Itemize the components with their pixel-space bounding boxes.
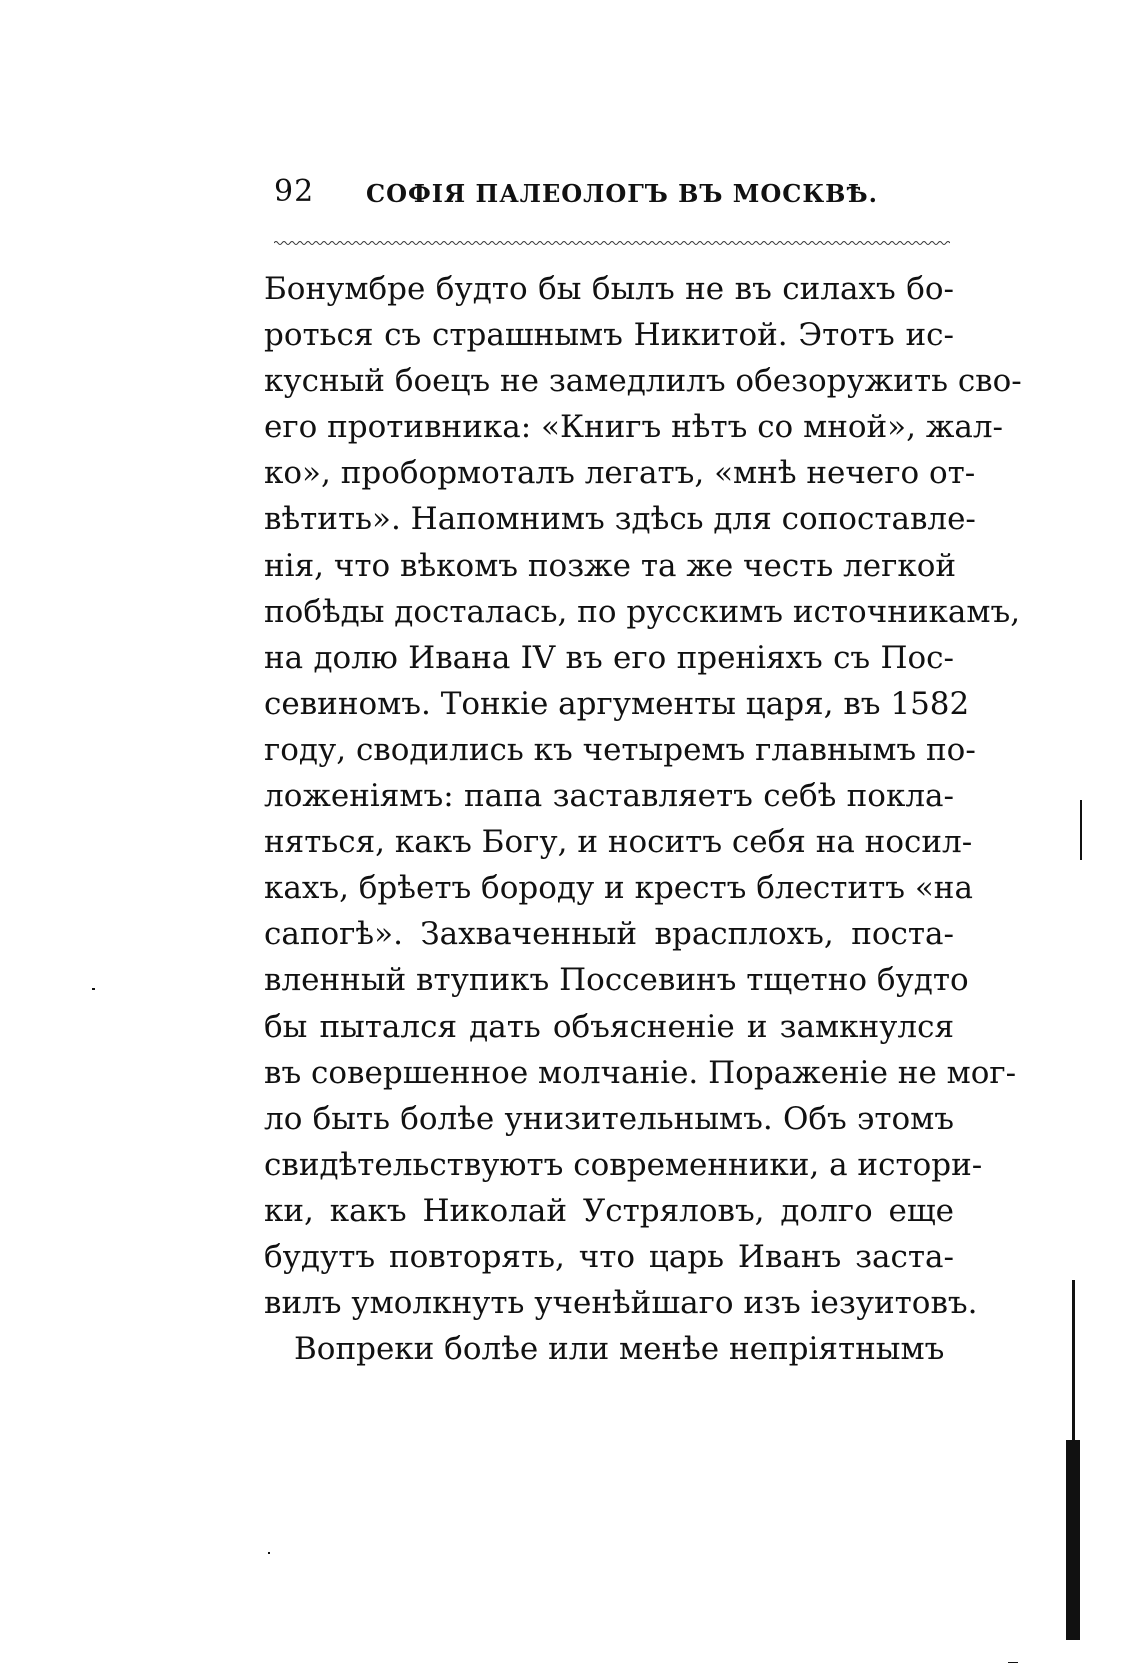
scan-edge-bar bbox=[1066, 1440, 1080, 1640]
page-number: 92 bbox=[274, 174, 315, 209]
text-line: кусный боецъ не замедлилъ обезоружить сво- bbox=[264, 363, 1022, 400]
scan-edge-mark bbox=[1072, 1280, 1075, 1440]
body-text bbox=[264, 266, 1022, 1372]
text-line: нія, что вѣкомъ позже та же честь легкой bbox=[264, 547, 957, 584]
text-line: ко», пробормоталъ легатъ, «мнѣ нечего от- bbox=[264, 455, 976, 492]
text-line: севиномъ. Тонкіе аргументы царя, въ 1582 bbox=[264, 685, 970, 722]
text-line: въ совершенное молчаніе. Пораженіе не мог- bbox=[264, 1054, 1017, 1091]
text-line: его противника: «Книгъ нѣтъ со мной», жал- bbox=[264, 409, 1004, 446]
text-line: няться, какъ Богу, и носитъ себя на носил- bbox=[264, 824, 973, 861]
text-line: ложеніямъ: папа заставляетъ себѣ покла- bbox=[264, 778, 954, 815]
running-title: СОФІЯ ПАЛЕОЛОГЪ ВЪ МОСКВѢ. bbox=[366, 179, 878, 208]
text-line: бы пытался дать объясненіе и замкнулся bbox=[264, 1008, 954, 1045]
text-line: Бонумбре будто бы былъ не въ силахъ бо- bbox=[264, 271, 954, 307]
scan-speck bbox=[92, 988, 95, 990]
text-line: вилъ умолкнуть ученѣйшаго изъ іезуитовъ. bbox=[264, 1285, 978, 1322]
header-wavy-rule bbox=[274, 240, 950, 246]
text-line: вленный втупикъ Поссевинъ тщетно будто bbox=[264, 962, 969, 999]
text-line: роться съ страшнымъ Никитой. Этотъ ис- bbox=[264, 317, 954, 354]
text-line: на долю Ивана IV въ его преніяхъ съ Пос- bbox=[264, 639, 954, 676]
text-line: сапогѣ». Захваченный врасплохъ, поста- bbox=[264, 916, 954, 953]
scan-speck bbox=[1008, 1662, 1018, 1663]
text-line: вѣтить». Напомнимъ здѣсь для сопоставле- bbox=[264, 501, 976, 538]
text-line: свидѣтельствуютъ современники, а истори- bbox=[264, 1146, 983, 1183]
text-line: году, сводились къ четыремъ главнымъ по- bbox=[264, 731, 976, 768]
text-line: побѣды досталась, по русскимъ источникамъ, bbox=[264, 593, 1021, 630]
running-head bbox=[274, 172, 954, 222]
scan-speck bbox=[268, 1552, 270, 1554]
text-line: кахъ, брѣетъ бороду и крестъ блеститъ «на bbox=[264, 870, 973, 907]
text-line: ло быть болѣе унизительнымъ. Объ этомъ bbox=[264, 1100, 954, 1137]
text-line: ки, какъ Николай Устряловъ, долго еще bbox=[264, 1192, 954, 1229]
scan-edge-mark bbox=[1080, 800, 1082, 860]
paragraph-start-line: Вопреки болѣе или менѣе непріятнымъ bbox=[294, 1331, 945, 1368]
text-line: будутъ повторять, что царь Иванъ застa- bbox=[264, 1238, 954, 1275]
